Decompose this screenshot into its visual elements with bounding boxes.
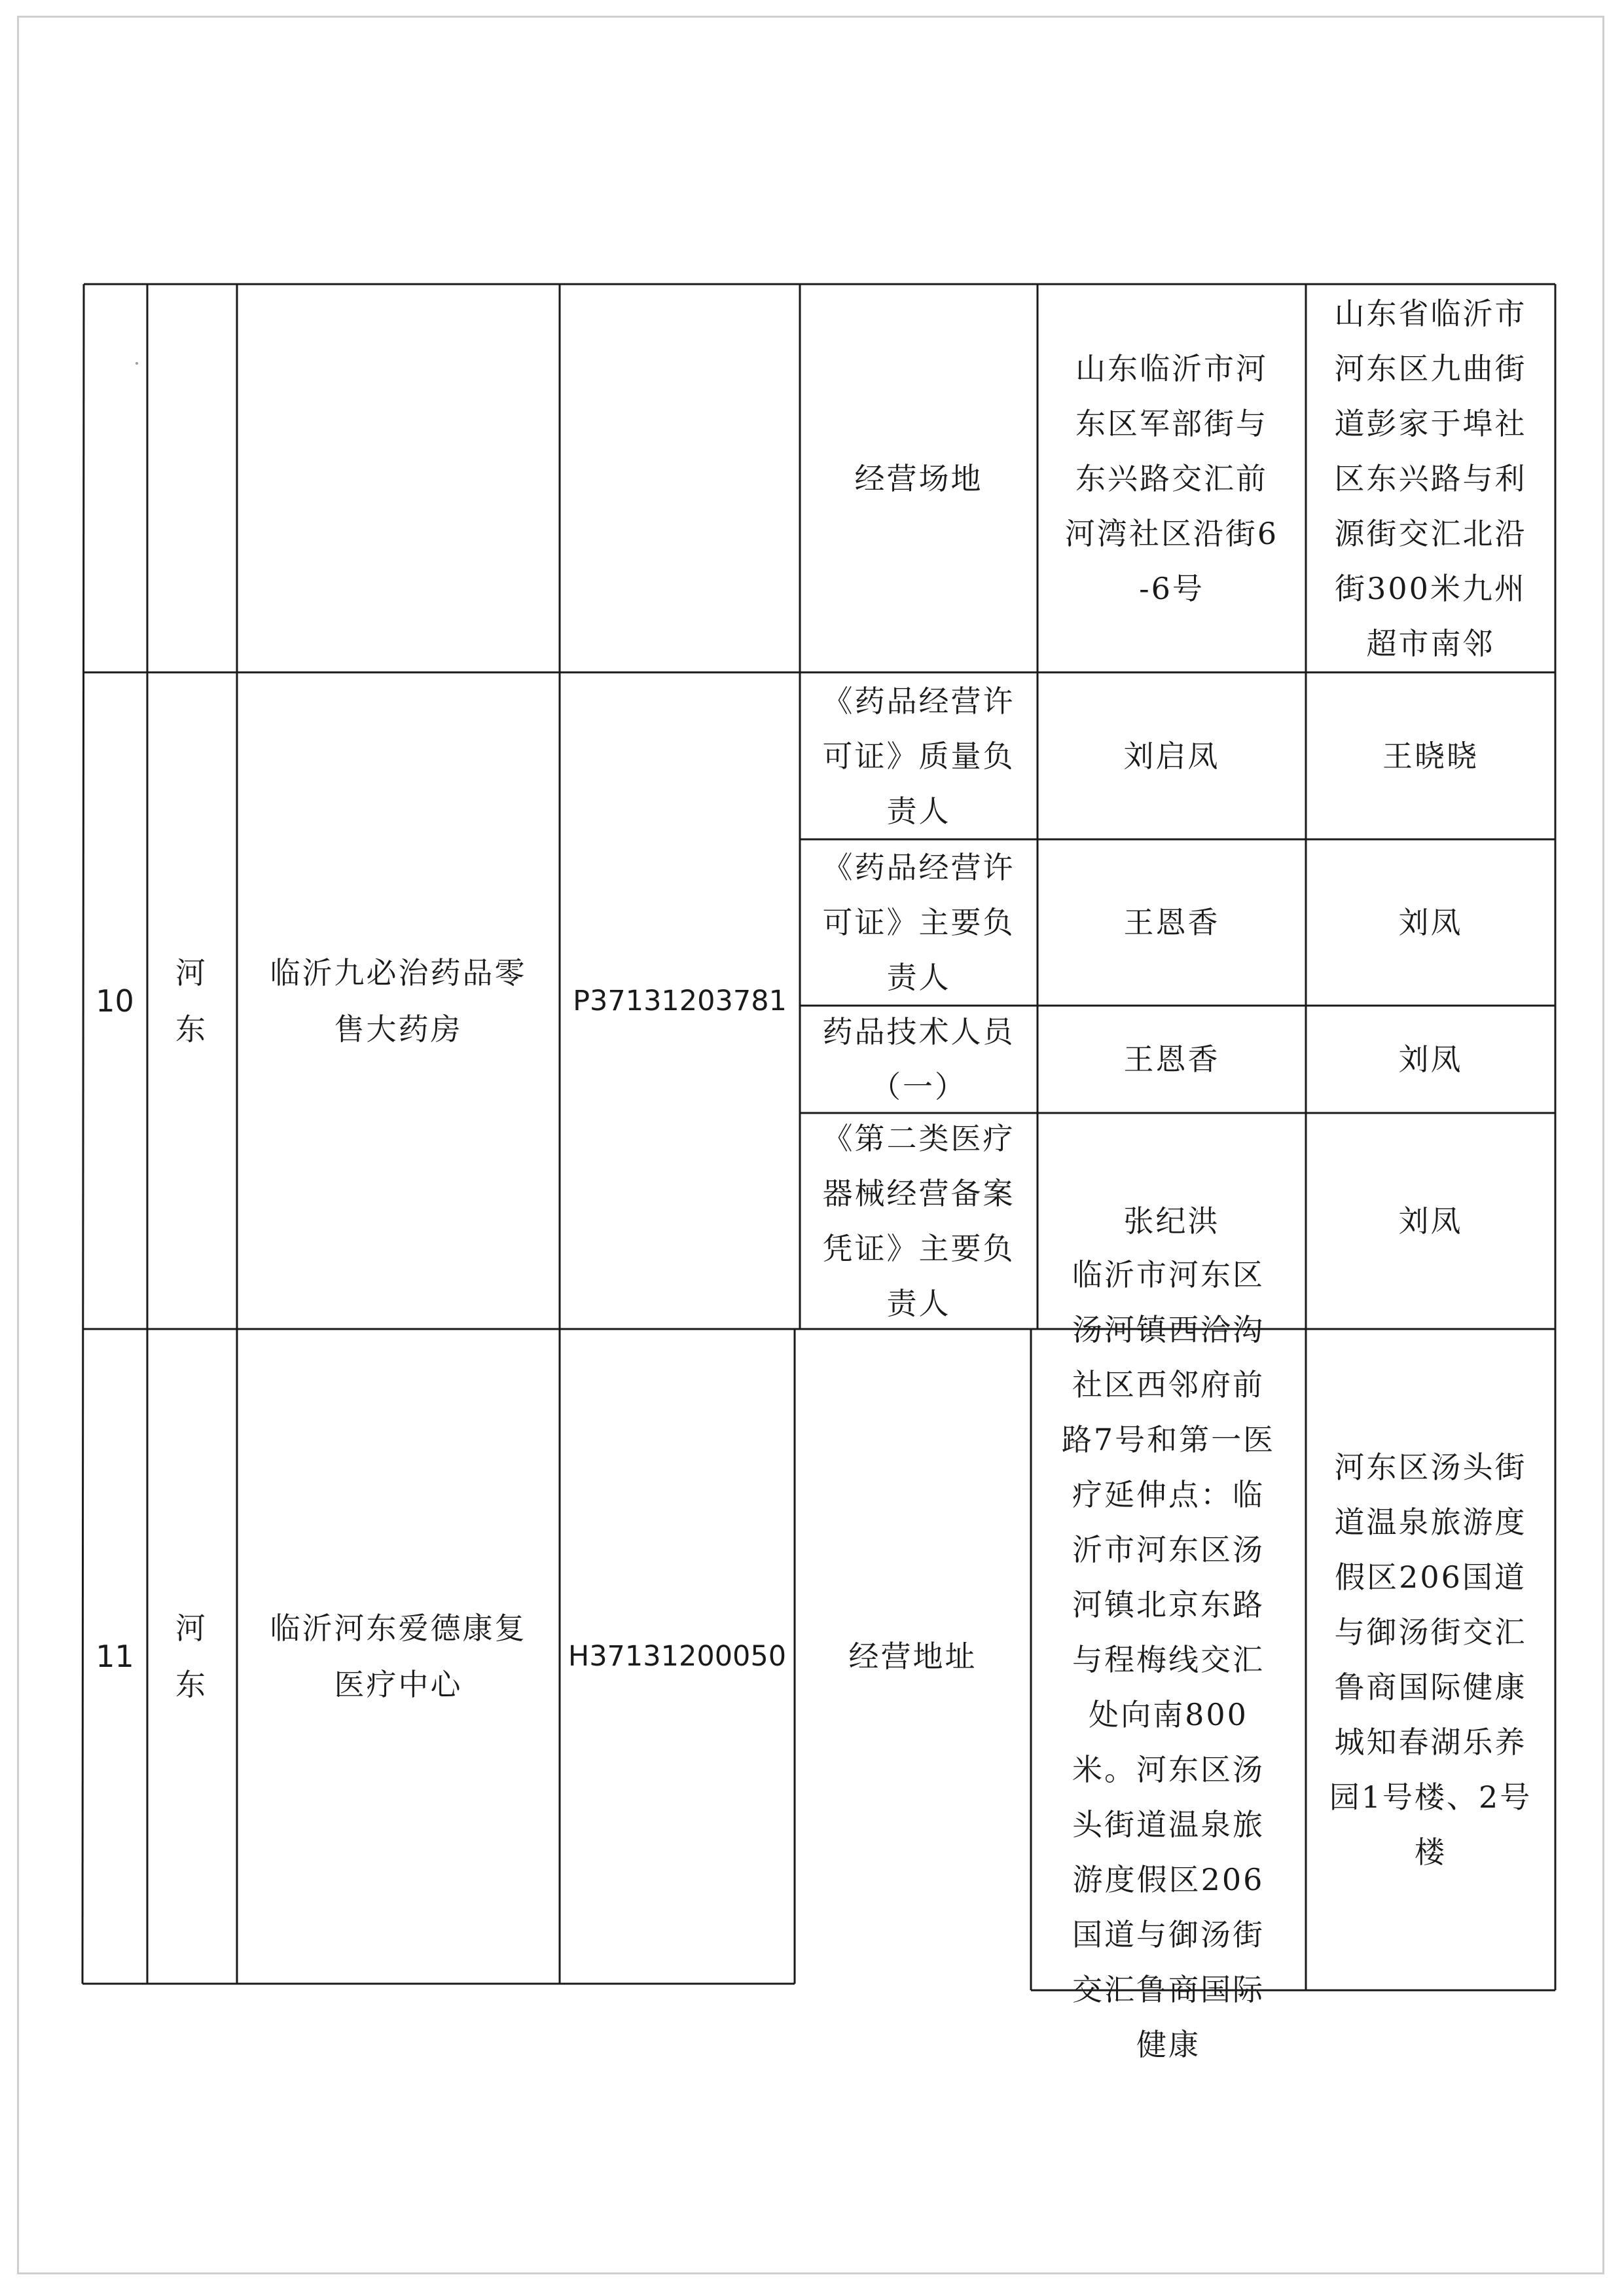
row-11-area-cell bbox=[147, 1329, 236, 1984]
before-change-text: 山东临沂市河东区军部街与东兴路交汇前河湾社区沿街6-6号 bbox=[1064, 350, 1279, 606]
row-11-seq-cell bbox=[82, 1329, 147, 1984]
after-change-text: 刘凤 bbox=[1398, 1042, 1463, 1077]
sequence-number: 10 bbox=[96, 983, 134, 1019]
row-11-before-cell bbox=[1031, 1257, 1306, 2062]
scan-speck bbox=[135, 362, 138, 365]
row-10-item-2-cell bbox=[800, 839, 1038, 1006]
district-name: 河东 bbox=[175, 955, 208, 1047]
change-item-text: 《第二类医疗器械经营备案凭证》主要负责人 bbox=[822, 1121, 1015, 1321]
after-change-text: 刘凤 bbox=[1398, 1203, 1463, 1239]
row-cont-before-cell bbox=[1038, 284, 1306, 672]
license-number: P37131203781 bbox=[573, 984, 787, 1017]
sequence-number: 11 bbox=[96, 1639, 134, 1674]
after-change-text: 王晓晓 bbox=[1382, 738, 1479, 774]
row-10-before-1-cell bbox=[1038, 672, 1306, 839]
row-10-before-3-cell bbox=[1038, 1006, 1306, 1113]
before-change-text: 王恩香 bbox=[1123, 1042, 1220, 1077]
before-change-text: 王恩香 bbox=[1123, 905, 1220, 940]
row-10-name-cell bbox=[237, 672, 560, 1329]
after-change-text: 河东区汤头街道温泉旅游度假区206国道与御汤街交汇鲁商国际健康城知春湖乐养园1号楼、2号楼 bbox=[1329, 1449, 1532, 1870]
row-11-license-cell bbox=[560, 1329, 795, 1984]
row-10-item-1-cell bbox=[800, 672, 1038, 839]
before-change-text: 临沂市河东区汤河镇西洽沟社区西邻府前路7号和第一医疗延伸点：临沂市河东区汤河镇北京东路与程梅线交汇处向南800米。河东区汤头街道温泉旅游度假区206国道与御汤街交汇鲁商国际健康 bbox=[1061, 1257, 1276, 2062]
row-10-license-cell bbox=[560, 672, 800, 1329]
change-item-text: 经营场地 bbox=[854, 460, 983, 496]
enterprise-name: 临沂河东爱德康复医疗中心 bbox=[270, 1611, 527, 1702]
row-10-after-1-cell bbox=[1306, 672, 1555, 839]
row-10-after-4-cell bbox=[1306, 1113, 1555, 1329]
row-11-item-cell bbox=[795, 1329, 1031, 1984]
row-10-before-2-cell bbox=[1038, 839, 1306, 1006]
after-change-text: 山东省临沂市河东区九曲街道彭家于埠社区东兴路与利源街交汇北沿街300米九州超市南邻 bbox=[1334, 295, 1527, 661]
row-11-name-cell bbox=[237, 1329, 560, 1984]
row-10-after-2-cell bbox=[1306, 839, 1555, 1006]
before-change-text: 张纪洪 bbox=[1123, 1203, 1220, 1239]
before-change-text: 刘启凤 bbox=[1123, 738, 1220, 774]
change-item-text: 《药品经营许可证》主要负责人 bbox=[822, 850, 1015, 995]
change-item-text: 经营地址 bbox=[848, 1639, 977, 1674]
row-10-item-4-cell bbox=[800, 1113, 1038, 1329]
row-10-area-cell bbox=[147, 672, 236, 1329]
district-name: 河东 bbox=[175, 1611, 208, 1702]
row-11-after-cell bbox=[1306, 1329, 1555, 1990]
change-item-text: 《药品经营许可证》质量负责人 bbox=[822, 683, 1015, 829]
after-change-text: 刘凤 bbox=[1398, 905, 1463, 940]
row-cont-after-cell bbox=[1306, 284, 1555, 672]
change-item-text: 药品技术人员（一） bbox=[822, 1014, 1015, 1104]
row-10-seq-cell bbox=[84, 672, 146, 1329]
row-cont-item-cell bbox=[800, 284, 1038, 672]
row-10-after-3-cell bbox=[1306, 1006, 1555, 1113]
row-10-item-3-cell bbox=[800, 1006, 1038, 1113]
license-number: H37131200050 bbox=[568, 1640, 787, 1673]
enterprise-name: 临沂九必治药品零售大药房 bbox=[270, 955, 527, 1047]
